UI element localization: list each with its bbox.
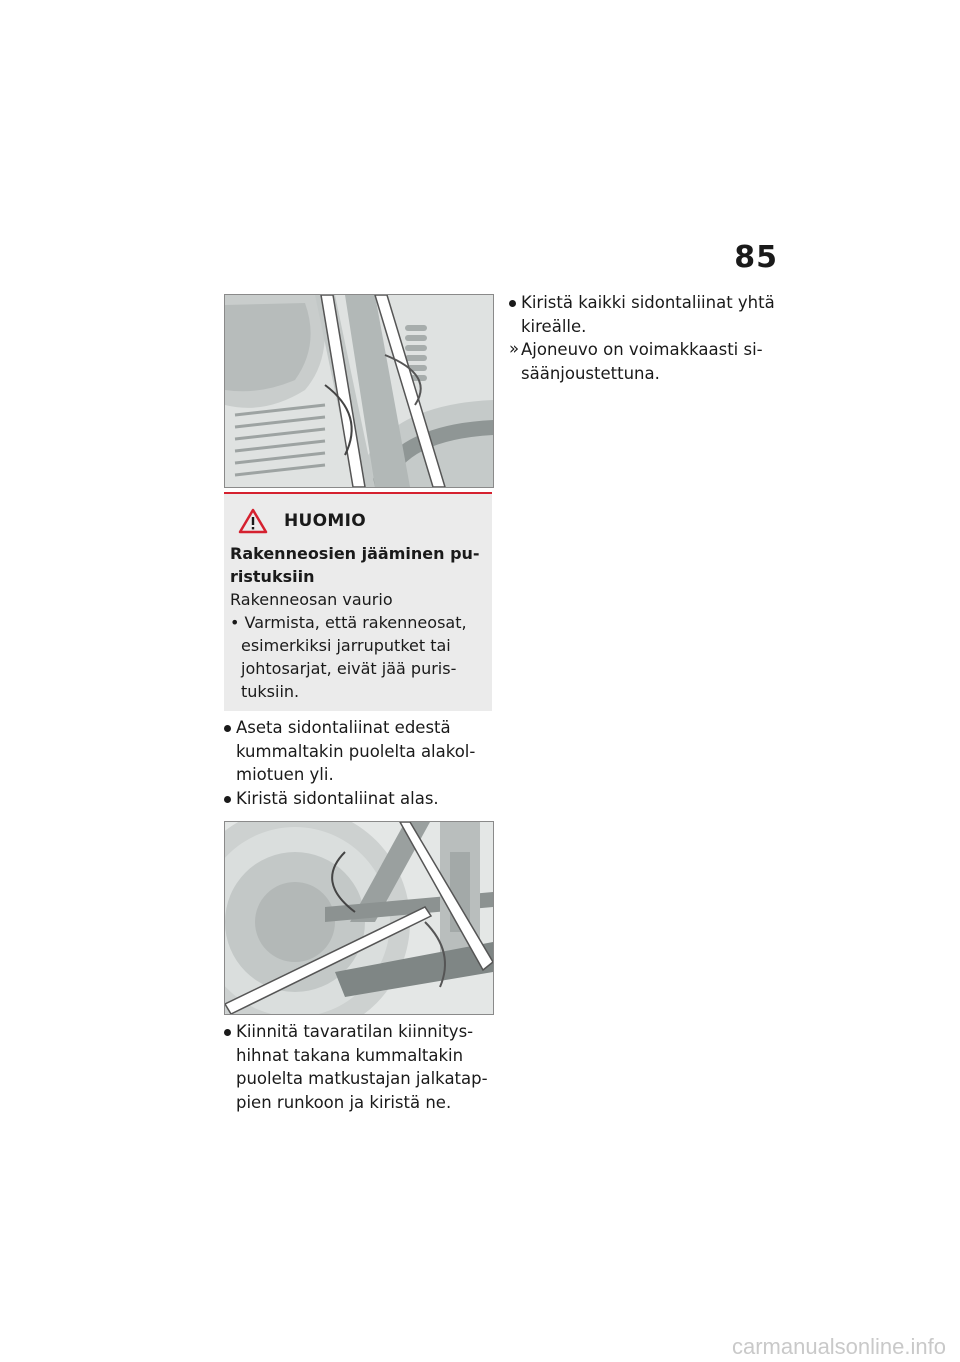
bullet-icon [224,725,231,732]
step-line: Kiinnitä tavaratilan kiinnitys- [236,1022,474,1041]
step-line: Aseta sidontaliinat edestä [236,718,451,737]
steps-left-top [224,716,499,810]
step-line: Kiristä sidontaliinat alas. [236,788,439,808]
step-line: pien runkoon ja kiristä ne. [236,1092,452,1112]
steps-left-bottom [224,1020,499,1114]
step-item [509,291,789,338]
steps-right [509,291,789,385]
step-line: miotuen yli. [236,765,334,784]
bullet-icon [224,796,231,803]
warning-item-line: johtosarjat, eivät jää puris- [241,659,457,678]
step-item [224,787,499,811]
step-line: puolelta matkustajan jalkatap- [236,1069,488,1088]
page-number: 85 [734,240,778,275]
warning-heading-line1: Rakenneosien jääminen pu- [230,544,480,563]
step-line: kireälle. [521,316,587,336]
warning-item-line: esimerkiksi jarruputket tai [241,636,451,655]
warning-consequence: Rakenneosan vaurio [230,590,393,609]
bullet-icon [509,300,516,307]
rear-strap-figure [224,821,494,1015]
step-item [224,1020,499,1114]
warning-title: HUOMIO [284,510,366,531]
result-symbol: » [509,339,520,358]
bullet-icon [224,1029,231,1036]
warning-triangle-icon [238,508,268,534]
warning-item-line: • Varmista, että rakenneosat, [230,613,467,632]
result-line: säänjoustettuna. [521,363,660,383]
result-line: Ajoneuvo on voimakkaasti si- [521,340,763,359]
step-line: kummaltakin puolelta alakol- [236,741,476,761]
step-item [224,716,499,787]
warning-heading-line2: ristuksiin [230,567,315,586]
step-line: Kiristä kaikki sidontaliinat yhtä [521,293,775,312]
front-fork-strap-figure [224,294,494,488]
warning-item-line: tuksiin. [241,682,300,701]
warning-notice [224,492,492,711]
step-line: hihnat takana kummaltakin [236,1045,464,1065]
result-item [509,338,789,385]
watermark: carmanualsonline.info [731,1334,946,1359]
